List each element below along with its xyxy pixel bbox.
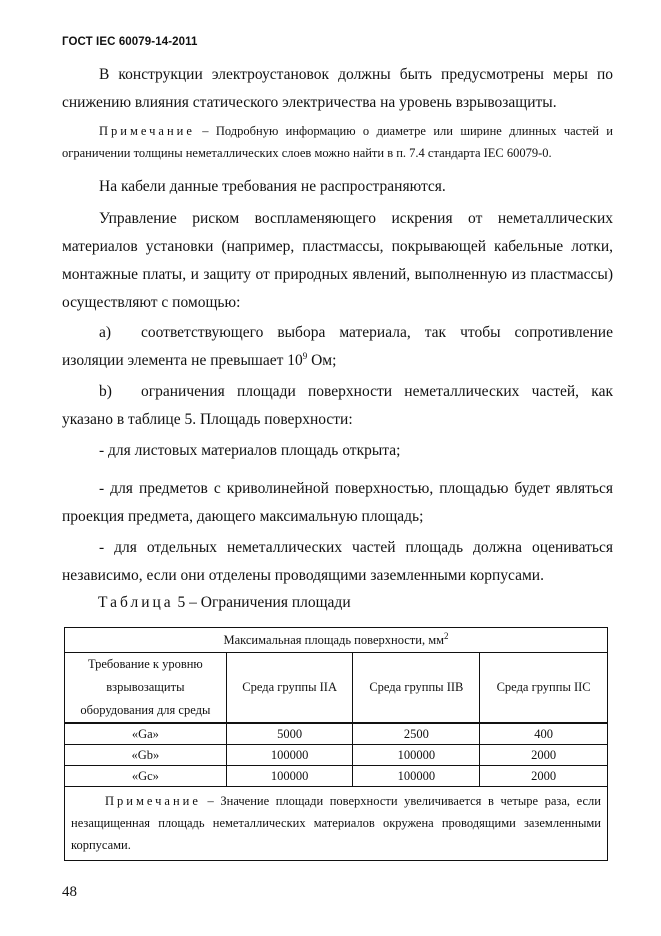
dash-item-sheet: - для листовых материалов площадь открыта; [99,442,401,459]
cell-iic: 2000 [480,766,608,787]
dash-item-separate: - для отдельных неметаллических частей площадь должна оцениваться независимо, если они отделены проводящими заземленными корпусами. [62,539,613,584]
note-label: Примечание [99,124,195,138]
paragraph-cables: На кабели данные требования не распространяются. [99,178,446,195]
span-header-exponent: 2 [444,630,449,641]
cell-iic: 400 [480,723,608,745]
item-b-text: ограничения площади поверхности неметаллических частей, как указано в таблице 5. Площадь поверхности: [62,383,613,428]
note-text: – Подробную информацию о диаметре или ширине длинных частей и ограничении толщины неметаллических слоев можно найти в п. 7.4 стандарта IEC 60079-0. [62,124,613,160]
col-header-requirement: Требование к уровню взрывозащиты оборудования для среды [65,653,227,724]
cell-level: «Gc» [65,766,227,787]
table-caption [98,594,351,612]
dash-item-curved: - для предметов с криволинейной поверхностью, площадью будет являться проекция предмета, дающего максимальную площадь; [62,480,613,525]
cell-level: «Gb» [65,745,227,766]
surface-area-table [64,627,608,861]
table-row [65,723,608,745]
item-a-exponent: 9 [302,350,308,361]
list-item-b [62,378,613,434]
page-number: 48 [62,884,77,900]
document-header: ГОСТ IEC 60079-14-2011 [62,36,198,48]
item-a-text-end: Ом; [307,352,337,369]
paragraph-risk-management: Управление риском воспламеняющего искрения от неметаллических материалов установки (например, пластмассы, покрывающей кабельные лотки, монтажные платы, и защиту от природных явлений, выполненную из пластмассы) осуществляют с помощью: [62,210,613,311]
item-b-label: b) [99,383,112,400]
table-row [65,766,608,787]
span-header-text: Максимальная площадь поверхности, мм [223,632,445,647]
table-row [65,745,608,766]
cell-level: «Ga» [65,723,227,745]
col-header-iib: Среда группы IIB [353,653,480,724]
list-item-a [62,319,613,375]
cell-iia: 100000 [226,745,353,766]
cell-iib: 100000 [353,745,480,766]
table-note-label: Примечание [105,794,201,808]
table-caption-label: Таблица [98,594,174,611]
table-note [65,787,608,861]
col-header-iia: Среда группы IIA [226,653,353,724]
col-header-iic: Среда группы IIC [480,653,608,724]
item-a-label: a) [99,324,112,341]
table-note-text: – Значение площади поверхности увеличивается в четыре раза, если незащищенная площадь неметаллических материалов окружена проводящими заземленными корпусами. [71,794,601,852]
table-span-header [65,628,608,653]
cell-iib: 100000 [353,766,480,787]
item-a-text: соответствующего выбора материала, так чтобы сопротивление изоляции элемента не превышает 10 [62,324,613,369]
cell-iia: 5000 [226,723,353,745]
cell-iib: 2500 [353,723,480,745]
cell-iia: 100000 [226,766,353,787]
note-diameter [62,120,613,164]
paragraph-static-electricity: В конструкции электроустановок должны быть предусмотрены меры по снижению влияния статического электричества на уровень взрывозащиты. [62,66,613,111]
cell-iic: 2000 [480,745,608,766]
table-caption-rest: 5 – Ограничения площади [173,594,351,611]
